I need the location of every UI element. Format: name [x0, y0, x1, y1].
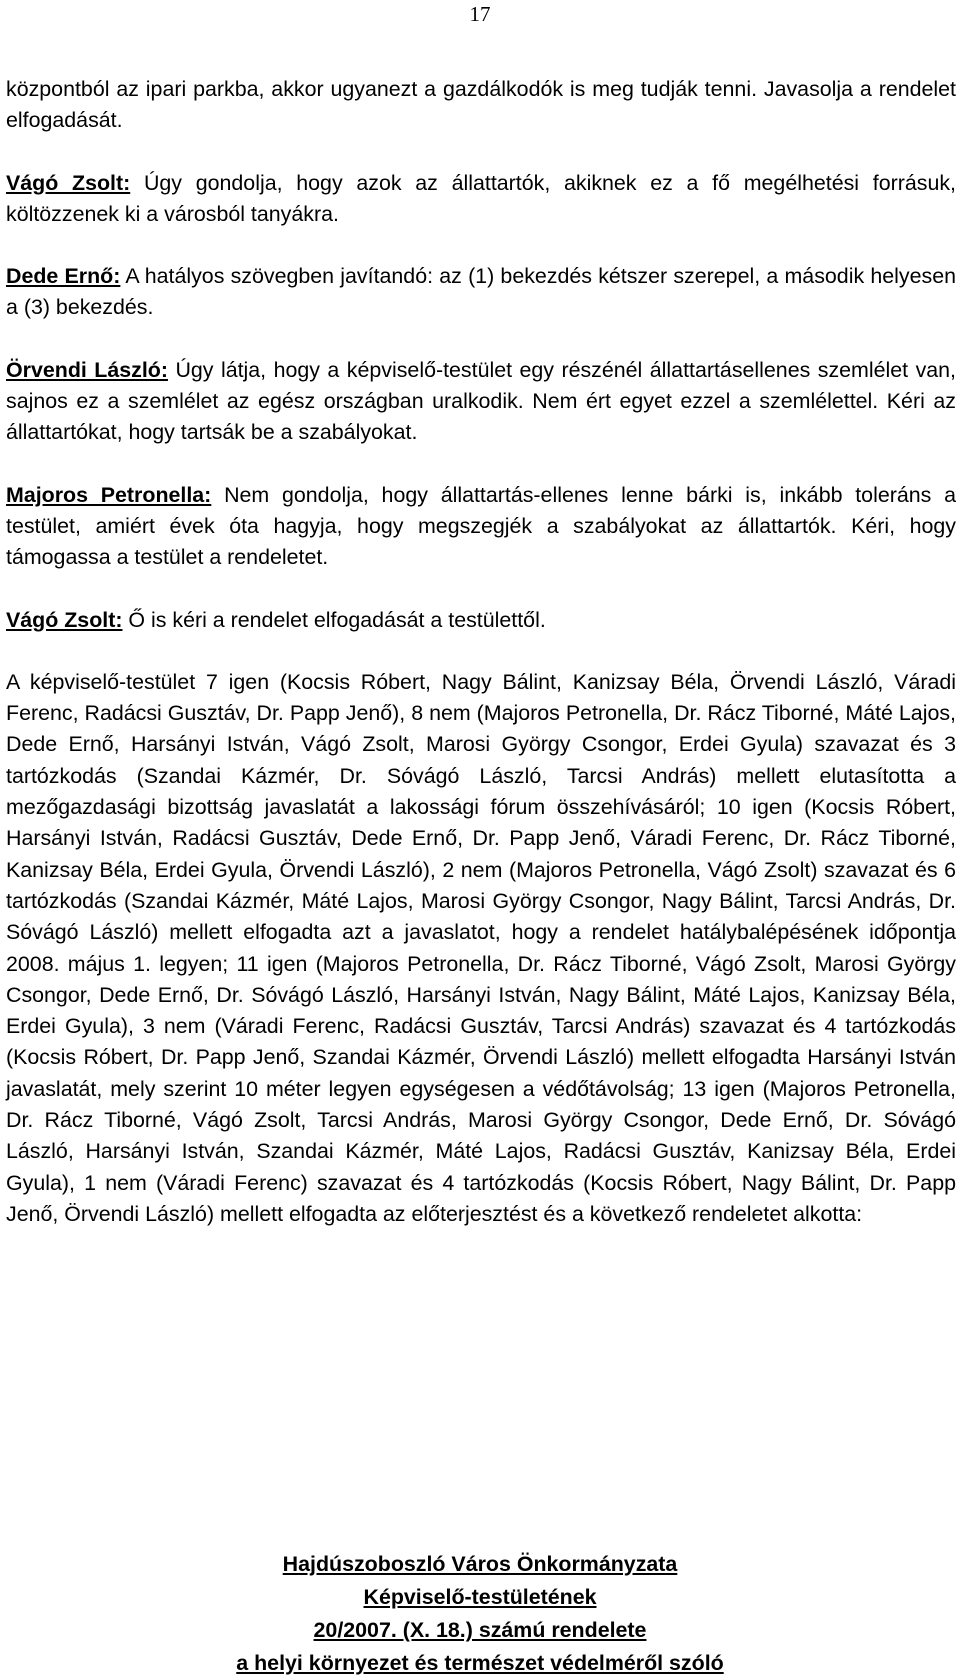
paragraph-text: A képviselő-testület 7 igen (Kocsis Róbert, Nagy Bálint, Kanizsay Béla, Örvendi László, Váradi Ferenc, Radácsi Gusztáv, Dr. Papp Jenő), 8 nem (Majoros Petronella, Dr. Rácz Tiborné, Máté Lajos, Dede Ernő, Harsányi István, Vágó Zsolt, Marosi György Csongor, Erdei Gyula) szavazat és 3 tartózkodás (Szandai Kázmér, Dr. Sóvágó László, Tarcsi András) mellett elutasította a mezőgazdasági bizottság javaslatát a lakossági fórum összehívásáról; 10 igen (Kocsis Róbert, Harsányi István, Radácsi Gusztáv, Dede Ernő, Dr. Papp Jenő, Váradi Ferenc, Dr. Rácz Tiborné, Kanizsay Béla, Erdei Gyula, Örvendi László), 2 nem (Majoros Petronella, Vágó Zsolt) szavazat és 6 tartózkodás (Szandai Kázmér, Máté Lajos, Marosi György Csongor, Nagy Bálint, Tarcsi András, Dr. Sóvágó László) mellett elfogadta azt a javaslatot, hogy a rendelet hatálybalépésének időpontja 2008. május 1. legyen; 11 igen (Majoros Petronella, Dr. Rácz Tiborné, Vágó Zsolt, Marosi György Csongor, Dede Ernő, Dr. Sóvágó László, Harsányi István, Nagy Bálint, Máté Lajos, Kanizsay Béla, Erdei Gyula), 3 nem (Váradi Ferenc, Radácsi Gusztáv, Tarcsi András) szavazat és 4 tartózkodás (Kocsis Róbert, Dr. Papp Jenő, Szandai Kázmér, Örvendi László) mellett elfogadta Harsányi István javaslatát, mely szerint 10 méter legyen egységesen a védőtávolság; 13 igen (Majoros Petronella, Dr. Rácz Tiborné, Vágó Zsolt, Tarcsi András, Marosi György Csongor, Dede Ernő, Dr. Sóvágó László, Harsányi István, Szandai Kázmér, Máté Lajos, Radácsi Gusztáv, Kanizsay Béla, Erdei Gyula), 1 nem (Váradi Ferenc) szavazat és 4 tartózkodás (Kocsis Róbert, Nagy Bálint, Dr. Papp Jenő, Örvendi László) mellett elfogadta az előterjesztést és a következő rendeletet alkotta:	[6, 669, 956, 1226]
paragraph-intro	[6, 74, 956, 137]
decree-subject: a helyi környezet és természet védelméről szóló	[236, 1651, 724, 1675]
paragraph-text: Úgy látja, hogy a képviselő-testület egy részénél állattartásellenes szemlélet van, sajnos ez a szemlélet az egész országban uralkodik. Nem ért egyet ezzel a szemlélettel. Kéri az állattartókat, hogy tartsák be a szabályokat.	[6, 357, 956, 445]
decree-number: 20/2007. (X. 18.) számú rendelete	[313, 1618, 647, 1642]
paragraph-vote-results	[6, 667, 956, 1230]
paragraph-dede	[6, 261, 956, 324]
paragraph-majoros	[6, 480, 956, 574]
speaker-name: Dede Ernő:	[6, 264, 121, 289]
paragraph-text: Nem gondolja, hogy állattartás-ellenes lenne bárki is, inkább toleráns a testület, amiért évek óta hagyja, hogy megszegjék a szabályokat az állattartók. Kéri, hogy támogassa a testület a rendeletet.	[6, 482, 956, 570]
decree-heading	[0, 1548, 960, 1680]
decree-body: Képviselő-testületének	[363, 1585, 597, 1609]
decree-issuer: Hajdúszoboszló Város Önkormányzata	[282, 1552, 678, 1576]
speaker-name: Vágó Zsolt:	[6, 607, 123, 632]
page-number: 17	[469, 2, 491, 26]
paragraph-orvendi	[6, 355, 956, 449]
speaker-name: Majoros Petronella:	[6, 482, 212, 507]
paragraph-text: Úgy gondolja, hogy azok az állattartók, akiknek ez a fő megélhetési forrásuk, költözzenek ki a városból tanyákra.	[6, 170, 956, 226]
paragraph-text: Ő is kéri a rendelet elfogadását a testülettől.	[122, 607, 546, 632]
speaker-name: Örvendi László:	[6, 357, 168, 382]
speaker-name: Vágó Zsolt:	[6, 170, 131, 195]
paragraph-vago-1	[6, 168, 956, 231]
document-body	[6, 74, 956, 1230]
paragraph-vago-2	[6, 605, 956, 636]
paragraph-text: A hatályos szövegben javítandó: az (1) bekezdés kétszer szerepel, a második helyesen a (3) bekezdés.	[6, 264, 956, 320]
paragraph-text: központból az ipari parkba, akkor ugyanezt a gazdálkodók is meg tudják tenni. Javasolja a rendelet elfogadását.	[6, 77, 956, 133]
